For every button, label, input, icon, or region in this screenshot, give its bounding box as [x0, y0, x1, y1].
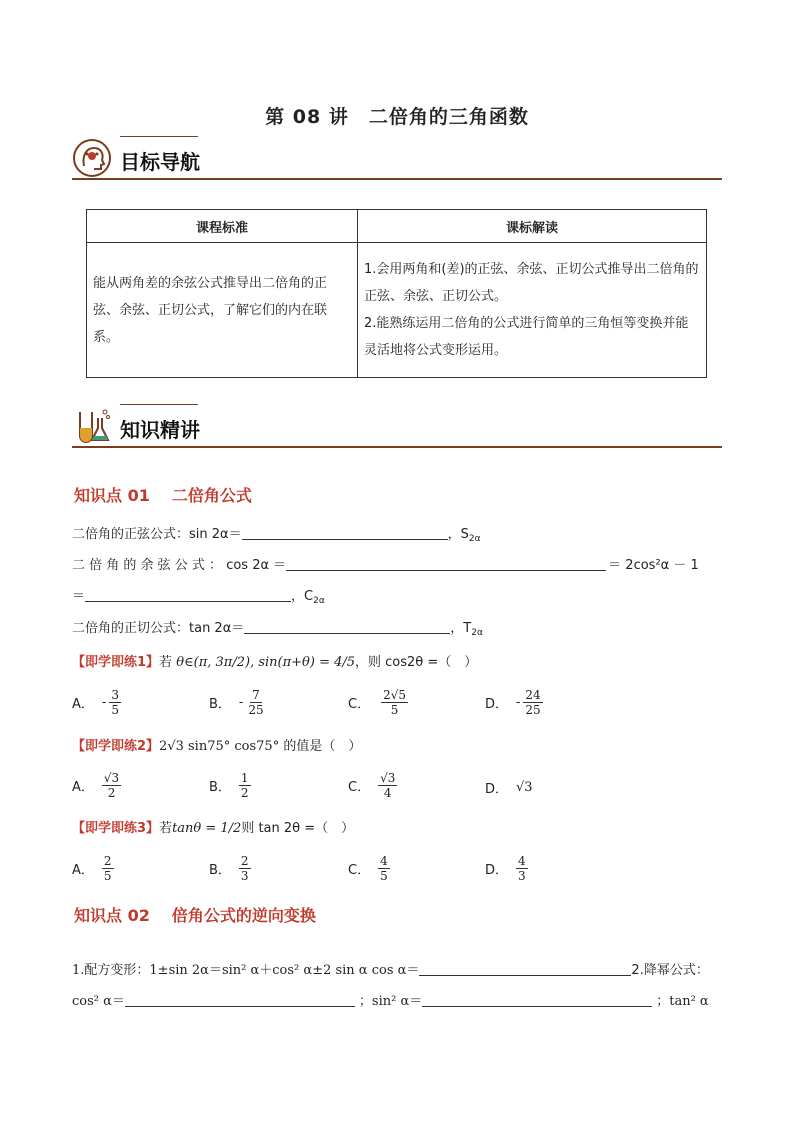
option-fraction	[102, 771, 121, 800]
cos-formula-line	[72, 556, 724, 575]
fraction-numerator: 24	[525, 688, 541, 702]
exercise-2-option-d[interactable]	[485, 778, 533, 797]
exercise-2-option-a[interactable]	[72, 771, 121, 800]
lab-flask-icon	[72, 406, 112, 446]
fraction-denominator: 5	[390, 703, 399, 717]
exercise-3-stem	[72, 820, 724, 838]
cos-formula-mid: ＝ 2cos²α － 1	[608, 558, 699, 573]
kp2-title: 倍角公式的逆向变换	[171, 906, 316, 925]
option-fraction	[381, 688, 408, 717]
exercise-3-prefix: 若	[159, 821, 173, 836]
section-header-goal	[72, 136, 722, 180]
exercise-1-prefix: 若	[159, 655, 173, 670]
exercise-1-option-b[interactable]	[209, 688, 266, 717]
option-value: √3	[516, 780, 533, 795]
option-fraction	[378, 771, 397, 800]
section-header-knowledge	[72, 404, 722, 448]
fraction-numerator: 2	[240, 854, 249, 868]
table-cell-interpretation	[358, 243, 707, 378]
fraction-numerator: √3	[103, 771, 120, 785]
fraction-denominator: 2	[107, 786, 116, 800]
fraction-denominator: 5	[380, 869, 388, 883]
cos-formula-label: 二 倍 角 的 余 弦 公 式 ： cos 2α ＝	[72, 558, 287, 573]
exercise-3-option-c[interactable]	[348, 854, 390, 883]
page-title: 第 08 讲 二倍角的三角函数	[265, 106, 529, 128]
kp1-number: 知识点 01	[74, 486, 150, 505]
interpretation-line-2: 2.能熟练运用二倍角的公式进行简单的三角恒等变换并能灵活地将公式变形运用。	[364, 316, 689, 358]
option-sign: -	[516, 695, 521, 710]
sin-formula-sub: 2α	[468, 534, 481, 544]
section-title-knowledge: 知识精讲	[120, 418, 200, 442]
exercise-3-option-b[interactable]	[209, 854, 251, 883]
option-label: A．	[72, 863, 94, 878]
exercise-2-tag: 【即学即练2】	[72, 739, 160, 754]
interpretation-line-1: 1.会用两角和(差)的正弦、余弦、正切公式推导出二倍角的正弦、余弦、正切公式。	[364, 262, 699, 304]
fraction-numerator: 1	[240, 771, 249, 785]
exercise-1-option-d[interactable]	[485, 688, 543, 717]
option-fraction	[239, 854, 251, 883]
exercise-1-stem	[72, 654, 724, 672]
sin-square-label: ；sin² α＝	[358, 994, 423, 1009]
header-rule	[72, 446, 722, 448]
sin-formula-tail: ，S	[447, 527, 469, 542]
table-header-standard: 课程标准	[87, 210, 358, 243]
header-accent-bar	[120, 136, 198, 137]
fraction-numerator: 2	[103, 854, 112, 868]
cos-square-blank[interactable]	[125, 992, 355, 1007]
header-accent-bar	[120, 404, 198, 405]
sin-formula-line	[72, 525, 724, 548]
option-label: C．	[348, 697, 371, 712]
kp2-number: 知识点 02	[74, 906, 150, 925]
exercise-1-suffix: ，则 cos2θ =（ ）	[355, 655, 478, 670]
fraction-denominator: 25	[525, 703, 541, 717]
square-transform-label: 1.配方变形：1±sin 2α＝sin² α＋cos² α±2 sin α cos α＝	[72, 963, 420, 978]
option-fraction	[239, 771, 251, 800]
cos-formula-line-2	[72, 587, 724, 610]
exercise-3-option-a[interactable]	[72, 854, 114, 883]
kp1-title: 二倍角公式	[171, 486, 252, 505]
fraction-numerator: 2√5	[383, 688, 406, 702]
exercise-1-tag: 【即学即练1】	[72, 655, 160, 670]
fraction-numerator: √3	[380, 771, 396, 785]
option-label: D．	[485, 697, 509, 712]
fraction-numerator: 7	[252, 688, 260, 702]
tan-formula-sub: 2α	[471, 628, 483, 638]
fraction-denominator: 3	[240, 869, 249, 883]
section-title-goal: 目标导航	[120, 150, 200, 174]
brain-head-icon	[72, 138, 112, 178]
option-fraction	[109, 688, 121, 717]
sin-formula-label: 二倍角的正弦公式：sin 2α＝	[72, 527, 242, 542]
cos-blank-2[interactable]	[85, 587, 291, 602]
exercise-2-option-c[interactable]	[348, 771, 397, 800]
cos-formula-tail: ，C	[291, 589, 314, 604]
option-fraction	[516, 854, 528, 883]
exercise-3-condition: tanθ = 1/2	[172, 821, 242, 836]
exercise-3-option-d[interactable]	[485, 854, 528, 883]
exercise-1-option-a[interactable]	[72, 688, 121, 717]
knowledge-point-1-heading	[74, 483, 252, 506]
cos-formula-eq: ＝	[72, 589, 86, 604]
tan-formula-tail: ，T	[450, 621, 472, 636]
option-sign: -	[101, 695, 107, 710]
cos-formula-sub: 2α	[313, 596, 325, 606]
option-fraction	[246, 688, 265, 717]
option-label: A．	[72, 697, 94, 712]
header-rule	[72, 178, 722, 180]
option-fraction	[523, 688, 542, 717]
option-fraction	[102, 854, 114, 883]
option-label: B．	[209, 780, 231, 795]
fraction-denominator: 5	[111, 703, 119, 717]
fraction-numerator: 4	[518, 854, 526, 868]
exercise-2-option-b[interactable]	[209, 771, 251, 800]
exercise-2-stem	[72, 738, 724, 756]
square-transform-blank[interactable]	[419, 961, 631, 976]
power-reduction-line	[72, 992, 724, 1011]
cos-blank-1[interactable]	[286, 556, 606, 571]
option-label: C．	[348, 863, 371, 878]
table-cell-standard: 能从两角差的余弦公式推导出二倍角的正弦、余弦、正切公式，了解它们的内在联系。	[87, 243, 358, 378]
fraction-denominator: 3	[518, 869, 526, 883]
option-label: D．	[485, 863, 509, 878]
option-label: C．	[348, 780, 371, 795]
fraction-denominator: 5	[103, 869, 112, 883]
tan-blank[interactable]	[244, 619, 450, 634]
fraction-numerator: 3	[111, 688, 119, 702]
tan-formula-line	[72, 619, 724, 642]
sin-blank[interactable]	[242, 525, 448, 540]
option-fraction	[378, 854, 390, 883]
square-transform-line	[72, 961, 724, 980]
tan-square-label: ；tan² α	[656, 994, 709, 1009]
option-label: B．	[209, 697, 231, 712]
option-label: B．	[209, 863, 231, 878]
exercise-2-text: 2√3 sin75° cos75° 的值是（ ）	[159, 739, 362, 754]
fraction-denominator: 2	[240, 786, 249, 800]
exercise-3-tag: 【即学即练3】	[72, 821, 160, 836]
fraction-denominator: 25	[248, 703, 264, 717]
option-label: A．	[72, 780, 94, 795]
option-label: D．	[485, 782, 509, 797]
cos-square-label: cos² α＝	[72, 994, 125, 1009]
exercise-1-condition: θ∈(π, 3π/2), sin(π+θ) = 4/5	[176, 655, 356, 670]
fraction-numerator: 4	[380, 854, 388, 868]
power-reduction-label: 2.降幂公式：	[631, 963, 709, 978]
fraction-denominator: 4	[383, 786, 392, 800]
table-header-interpretation: 课标解读	[358, 210, 707, 243]
standards-table	[86, 209, 707, 378]
knowledge-point-2-heading	[74, 903, 316, 926]
sin-square-blank[interactable]	[422, 992, 652, 1007]
option-sign: -	[238, 695, 244, 710]
tan-formula-label: 二倍角的正切公式：tan 2α＝	[72, 621, 245, 636]
exercise-1-option-c[interactable]	[348, 688, 408, 717]
exercise-3-suffix: 则 tan 2θ =（ ）	[241, 821, 355, 836]
